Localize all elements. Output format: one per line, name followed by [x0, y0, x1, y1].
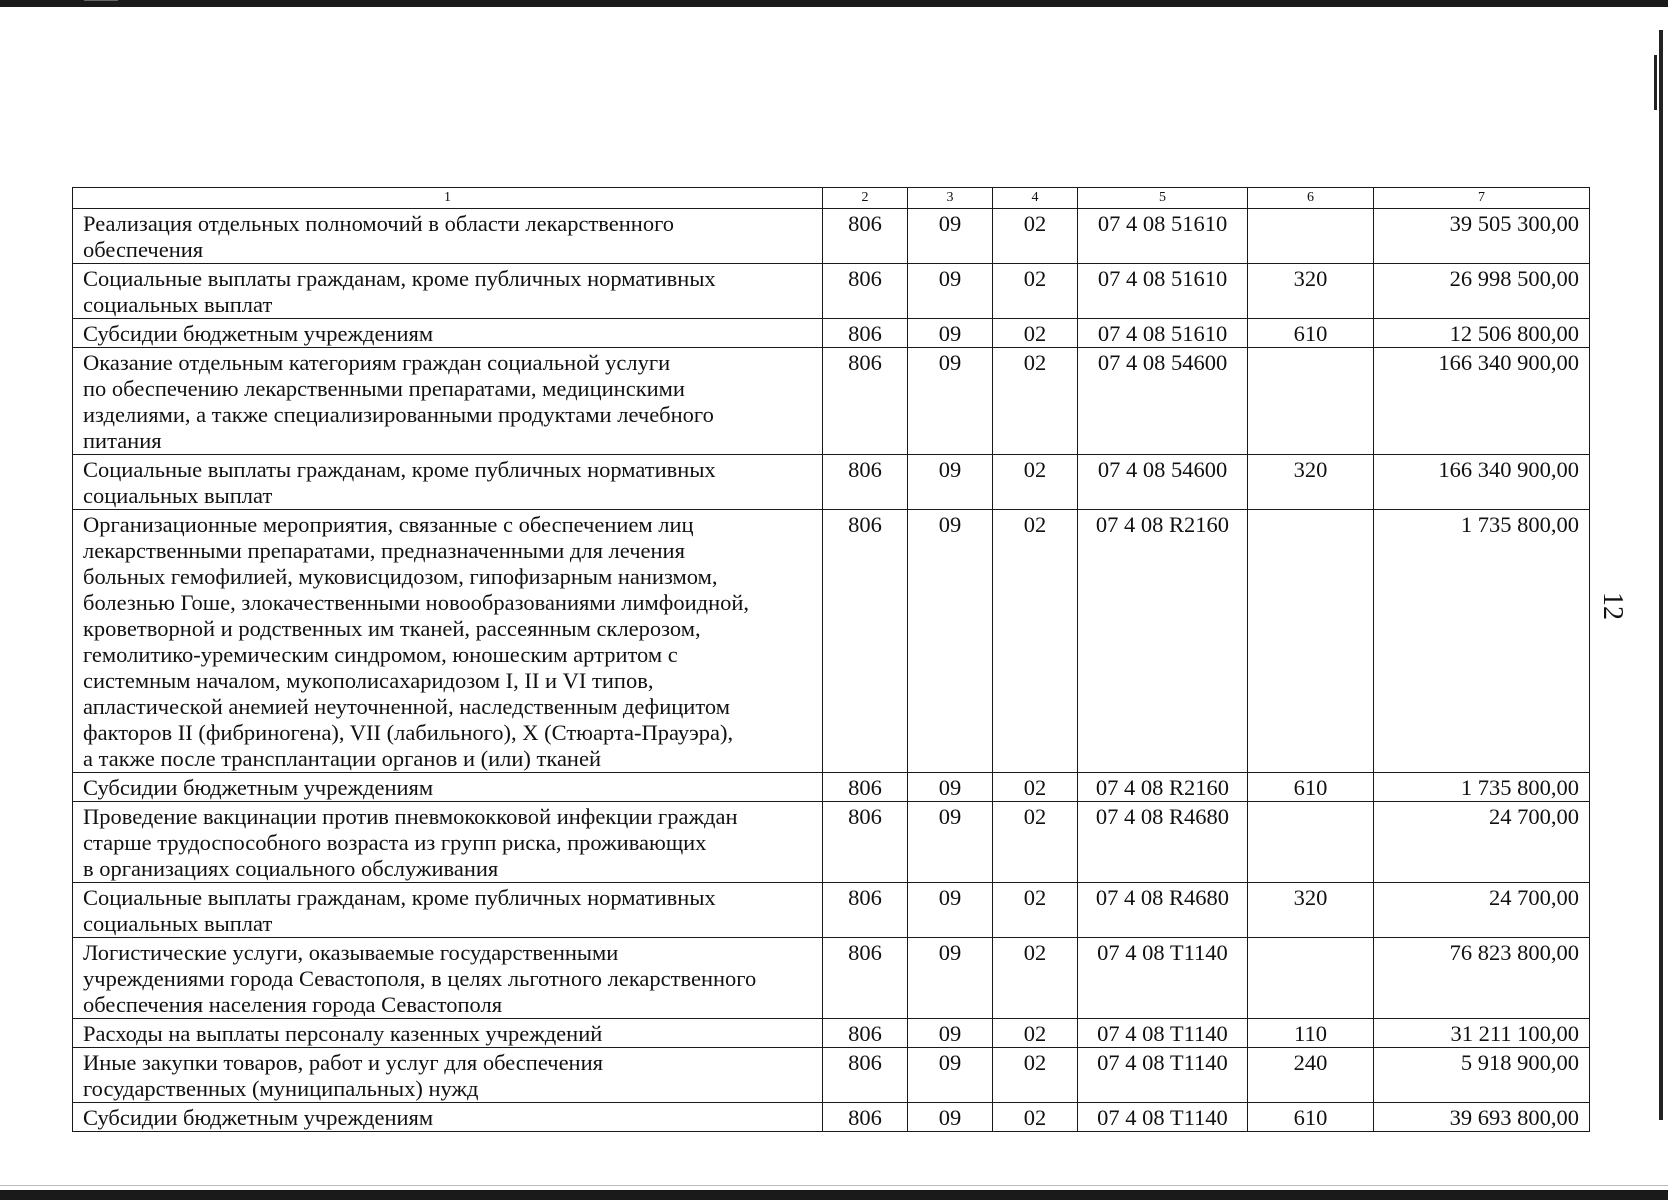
table-row: [73, 348, 1590, 455]
row-section-cell: 09: [908, 209, 993, 264]
row-expense-type-cell: [1248, 938, 1374, 1019]
row-subsection-cell: 02: [993, 455, 1078, 510]
row-name-cell: Субсидии бюджетным учреждениям: [73, 1103, 823, 1132]
row-grbs-cell: 806: [823, 348, 908, 455]
scan-bottom-hairline: [0, 1185, 1668, 1186]
page-number: 12: [1597, 592, 1628, 620]
row-amount-cell: 24 700,00: [1374, 883, 1590, 938]
table-row: [73, 510, 1590, 773]
row-grbs-cell: 806: [823, 938, 908, 1019]
row-section-cell: 09: [908, 455, 993, 510]
row-subsection-cell: 02: [993, 1048, 1078, 1103]
row-section-cell: 09: [908, 1019, 993, 1048]
row-grbs-cell: 806: [823, 264, 908, 319]
row-subsection-cell: 02: [993, 773, 1078, 802]
row-name-cell: Организационные мероприятия, связанные с обеспечением лиц лекарственными препаратами, предназначенными для лечения больных гемофилией, муковисцидозом, гипофизарным нанизмом, болезнью Гоше, злокачественными новообразованиями лимфоидной, кроветворной и родственных им тканей, рассеянным склерозом, гемолитико-уремическим синдромом, юношеским артритом с системным началом, мукополисахаридозом I, II и VI типов, апластической анемией неуточненной, наследственным дефицитом факторов II (фибриногена), VII (лабильного), X (Стюарта-Прауэра), а также после трансплантации органов и (или) тканей: [73, 510, 823, 773]
scan-top-mark: [84, 0, 118, 1]
table-row: [73, 773, 1590, 802]
row-name-cell: Оказание отдельным категориям граждан социальной услуги по обеспечению лекарственными препаратами, медицинскими изделиями, а также специализированными продуктами лечебного питания: [73, 348, 823, 455]
row-section-cell: 09: [908, 1103, 993, 1132]
row-target-article-cell: 07 4 08 R4680: [1078, 883, 1248, 938]
row-section-cell: 09: [908, 938, 993, 1019]
row-expense-type-cell: 240: [1248, 1048, 1374, 1103]
row-name-cell: Логистические услуги, оказываемые государственными учреждениями города Севастополя, в целях льготного лекарственного обеспечения населения города Севастополя: [73, 938, 823, 1019]
row-subsection-cell: 02: [993, 319, 1078, 348]
row-grbs-cell: 806: [823, 319, 908, 348]
row-name-cell: Субсидии бюджетным учреждениям: [73, 319, 823, 348]
row-subsection-cell: 02: [993, 264, 1078, 319]
row-grbs-cell: 806: [823, 209, 908, 264]
row-section-cell: 09: [908, 1048, 993, 1103]
scan-right-stub: [1654, 55, 1657, 110]
row-grbs-cell: 806: [823, 1103, 908, 1132]
row-expense-type-cell: 110: [1248, 1019, 1374, 1048]
table-row: [73, 319, 1590, 348]
row-name-cell: Проведение вакцинации против пневмококковой инфекции граждан старше трудоспособного возраста из групп риска, проживающих в организациях социального обслуживания: [73, 802, 823, 883]
row-grbs-cell: 806: [823, 455, 908, 510]
row-name-cell: Социальные выплаты гражданам, кроме публичных нормативных социальных выплат: [73, 883, 823, 938]
column-number: 7: [1374, 188, 1590, 209]
row-section-cell: 09: [908, 773, 993, 802]
column-number: 6: [1248, 188, 1374, 209]
table-header: [73, 188, 1590, 209]
row-target-article-cell: 07 4 08 54600: [1078, 348, 1248, 455]
row-amount-cell: 24 700,00: [1374, 802, 1590, 883]
row-grbs-cell: 806: [823, 773, 908, 802]
table-row: [73, 1103, 1590, 1132]
row-section-cell: 09: [908, 319, 993, 348]
row-name-cell: Субсидии бюджетным учреждениям: [73, 773, 823, 802]
row-subsection-cell: 02: [993, 802, 1078, 883]
scan-top-border: [0, 0, 1668, 7]
row-name-cell: Социальные выплаты гражданам, кроме публичных нормативных социальных выплат: [73, 264, 823, 319]
row-target-article-cell: 07 4 08 T1140: [1078, 1103, 1248, 1132]
row-subsection-cell: 02: [993, 883, 1078, 938]
row-expense-type-cell: 610: [1248, 319, 1374, 348]
row-expense-type-cell: 610: [1248, 1103, 1374, 1132]
row-amount-cell: 166 340 900,00: [1374, 455, 1590, 510]
row-amount-cell: 39 505 300,00: [1374, 209, 1590, 264]
row-amount-cell: 5 918 900,00: [1374, 1048, 1590, 1103]
row-grbs-cell: 806: [823, 1019, 908, 1048]
row-target-article-cell: 07 4 08 51610: [1078, 319, 1248, 348]
table-row: [73, 883, 1590, 938]
row-target-article-cell: 07 4 08 51610: [1078, 209, 1248, 264]
row-grbs-cell: 806: [823, 510, 908, 773]
row-expense-type-cell: [1248, 510, 1374, 773]
scan-right-edge: [1659, 30, 1663, 1120]
row-section-cell: 09: [908, 510, 993, 773]
row-expense-type-cell: [1248, 802, 1374, 883]
row-amount-cell: 76 823 800,00: [1374, 938, 1590, 1019]
row-target-article-cell: 07 4 08 54600: [1078, 455, 1248, 510]
row-grbs-cell: 806: [823, 883, 908, 938]
row-subsection-cell: 02: [993, 938, 1078, 1019]
table-row: [73, 455, 1590, 510]
row-section-cell: 09: [908, 264, 993, 319]
budget-table: [72, 187, 1590, 1132]
row-subsection-cell: 02: [993, 209, 1078, 264]
row-name-cell: Реализация отдельных полномочий в области лекарственного обеспечения: [73, 209, 823, 264]
table-row: [73, 1048, 1590, 1103]
row-amount-cell: 39 693 800,00: [1374, 1103, 1590, 1132]
column-number: 2: [823, 188, 908, 209]
row-target-article-cell: 07 4 08 T1140: [1078, 938, 1248, 1019]
table-row: [73, 802, 1590, 883]
row-expense-type-cell: 320: [1248, 455, 1374, 510]
row-section-cell: 09: [908, 883, 993, 938]
row-target-article-cell: 07 4 08 R2160: [1078, 510, 1248, 773]
row-amount-cell: 12 506 800,00: [1374, 319, 1590, 348]
scan-bottom-border: [0, 1190, 1668, 1200]
row-target-article-cell: 07 4 08 T1140: [1078, 1048, 1248, 1103]
row-amount-cell: 26 998 500,00: [1374, 264, 1590, 319]
table-row: [73, 1019, 1590, 1048]
row-section-cell: 09: [908, 802, 993, 883]
column-number: 5: [1078, 188, 1248, 209]
row-subsection-cell: 02: [993, 510, 1078, 773]
row-subsection-cell: 02: [993, 348, 1078, 455]
row-target-article-cell: 07 4 08 51610: [1078, 264, 1248, 319]
row-target-article-cell: 07 4 08 R4680: [1078, 802, 1248, 883]
row-amount-cell: 166 340 900,00: [1374, 348, 1590, 455]
row-subsection-cell: 02: [993, 1103, 1078, 1132]
column-number: 3: [908, 188, 993, 209]
row-grbs-cell: 806: [823, 802, 908, 883]
column-number-row: [73, 188, 1590, 209]
row-amount-cell: 31 211 100,00: [1374, 1019, 1590, 1048]
table-row: [73, 938, 1590, 1019]
row-name-cell: Иные закупки товаров, работ и услуг для обеспечения государственных (муниципальных) нужд: [73, 1048, 823, 1103]
table-body: [73, 209, 1590, 1132]
row-expense-type-cell: 610: [1248, 773, 1374, 802]
table-row: [73, 209, 1590, 264]
row-section-cell: 09: [908, 348, 993, 455]
column-number: 4: [993, 188, 1078, 209]
row-amount-cell: 1 735 800,00: [1374, 773, 1590, 802]
row-expense-type-cell: 320: [1248, 883, 1374, 938]
row-name-cell: Социальные выплаты гражданам, кроме публичных нормативных социальных выплат: [73, 455, 823, 510]
row-expense-type-cell: 320: [1248, 264, 1374, 319]
row-amount-cell: 1 735 800,00: [1374, 510, 1590, 773]
row-name-cell: Расходы на выплаты персоналу казенных учреждений: [73, 1019, 823, 1048]
row-subsection-cell: 02: [993, 1019, 1078, 1048]
row-expense-type-cell: [1248, 348, 1374, 455]
row-target-article-cell: 07 4 08 R2160: [1078, 773, 1248, 802]
column-number: 1: [73, 188, 823, 209]
row-expense-type-cell: [1248, 209, 1374, 264]
row-target-article-cell: 07 4 08 T1140: [1078, 1019, 1248, 1048]
row-grbs-cell: 806: [823, 1048, 908, 1103]
table-row: [73, 264, 1590, 319]
